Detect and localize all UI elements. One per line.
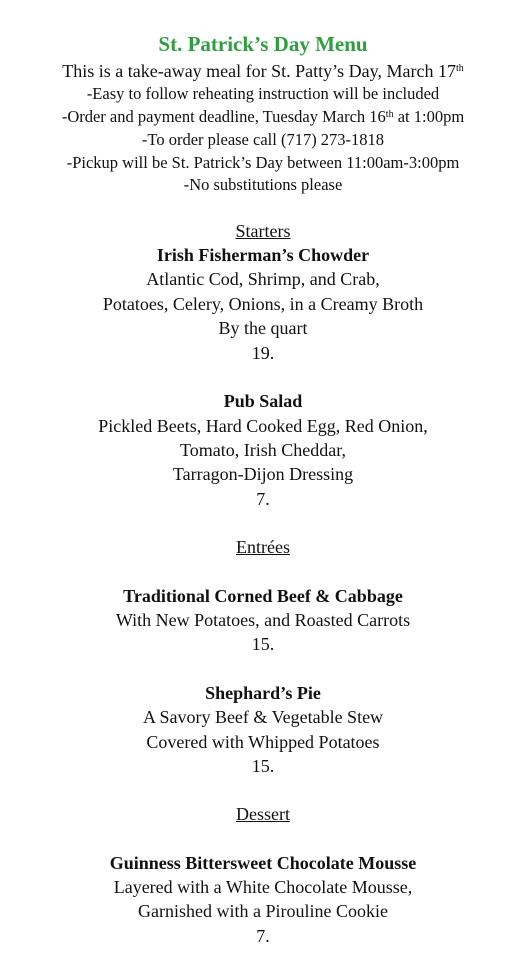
dish-price-corned-beef: 15. — [251, 634, 275, 654]
dish-name-shephards-pie: Shephard’s Pie — [205, 683, 321, 703]
intro-superscript: th — [455, 63, 464, 74]
dish-name-chowder: Irish Fisherman’s Chowder — [156, 245, 370, 265]
dish-description-chocolate-mousse-1: Layered with a White Chocolate Mousse, — [113, 877, 413, 897]
dish-description-chocolate-mousse-2: Garnished with a Pirouline Cookie — [138, 901, 388, 921]
section-heading-entrees: Entrées — [236, 537, 290, 557]
dish-description-shephards-pie-2: Covered with Whipped Potatoes — [146, 732, 380, 752]
section-heading-dessert: Dessert — [236, 804, 290, 824]
dish-description-chowder-3: By the quart — [218, 318, 308, 338]
dish-description-corned-beef: With New Potatoes, and Roasted Carrots — [115, 610, 411, 630]
dish-description-pub-salad-1: Pickled Beets, Hard Cooked Egg, Red Onion, — [98, 416, 428, 436]
note-reheating: -Easy to follow reheating instruction will be included — [86, 84, 440, 103]
dish-price-chowder: 19. — [251, 343, 275, 363]
note-deadline — [0, 106, 526, 128]
dish-name-corned-beef: Traditional Corned Beef & Cabbage — [123, 586, 403, 606]
note-no-substitutions: -No substitutions please — [183, 175, 343, 194]
intro-text: This is a take-away meal for St. Patty’s Day, March 17 — [62, 61, 456, 81]
intro-line — [0, 59, 526, 83]
dish-name-chocolate-mousse: Guinness Bittersweet Chocolate Mousse — [109, 853, 417, 873]
dish-description-shephards-pie-1: A Savory Beef & Vegetable Stew — [142, 707, 384, 727]
dish-name-pub-salad: Pub Salad — [223, 391, 303, 411]
dish-description-chowder-2: Potatoes, Celery, Onions, in a Creamy Broth — [102, 294, 424, 314]
note-order-phone: -To order please call (717) 273-1818 — [141, 130, 385, 149]
dish-description-pub-salad-3: Tarragon-Dijon Dressing — [172, 464, 354, 484]
dish-price-chocolate-mousse: 7. — [256, 926, 270, 946]
note-deadline-superscript: th — [385, 109, 394, 120]
dish-price-shephards-pie: 15. — [251, 756, 275, 776]
dish-price-pub-salad: 7. — [256, 489, 270, 509]
dish-description-chowder-1: Atlantic Cod, Shrimp, and Crab, — [146, 269, 380, 289]
note-deadline-text: -Order and payment deadline, Tuesday March 16 — [61, 107, 386, 126]
page-title: St. Patrick’s Day Menu — [158, 32, 368, 56]
note-pickup: -Pickup will be St. Patrick’s Day between 11:00am-3:00pm — [66, 153, 460, 172]
section-heading-starters: Starters — [235, 221, 291, 241]
note-deadline-time: at 1:00pm — [393, 107, 465, 126]
dish-description-pub-salad-2: Tomato, Irish Cheddar, — [180, 440, 346, 460]
